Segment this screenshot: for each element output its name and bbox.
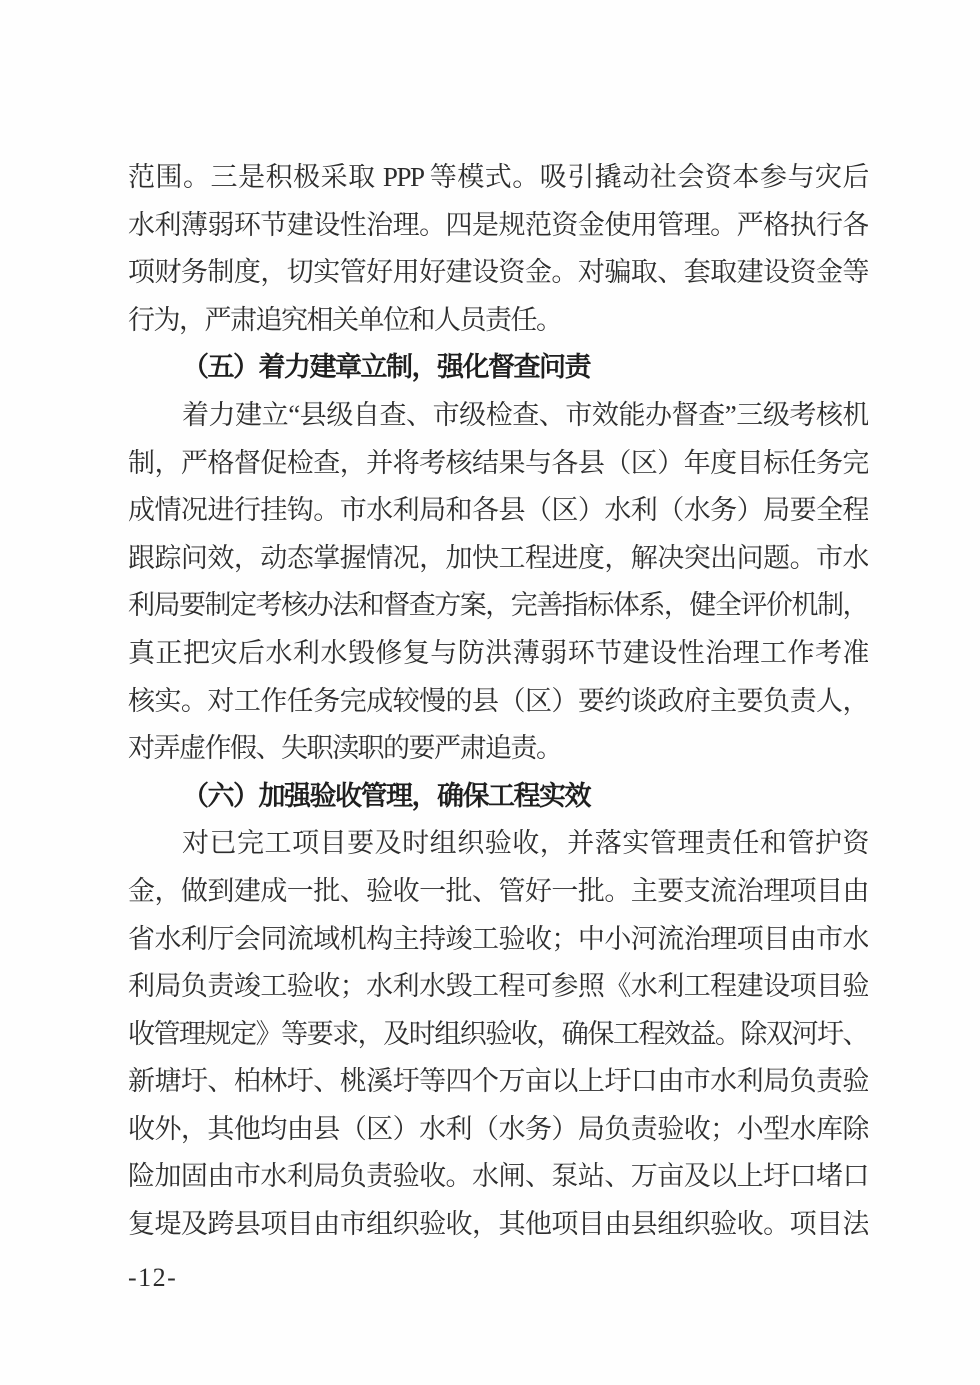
body-line: 对已完工项目要及时组织验收，并落实管理责任和管护资 [182, 828, 868, 859]
body-line: 水利薄弱环节建设性治理。四是规范资金使用管理。严格执行各 [128, 209, 868, 240]
body-line: 真正把灾后水利水毁修复与防洪薄弱环节建设性治理工作考准 [128, 637, 868, 668]
document-text-block [128, 154, 868, 1249]
body-line: 险加固由市水利局负责验收。水闸、泵站、万亩及以上圩口堵口 [128, 1161, 868, 1192]
body-line: 制，严格督促检查，并将考核结果与各县（区）年度目标任务完 [128, 447, 868, 478]
body-line: 跟踪问效，动态掌握情况，加快工程进度，解决突出问题。市水 [128, 542, 868, 573]
body-line: 范围。三是积极采取 PPP 等模式。吸引撬动社会资本参与灾后 [128, 162, 868, 192]
body-line: 收管理规定》等要求，及时组织验收，确保工程效益。除双河圩、 [128, 1018, 868, 1049]
body-line: 利局负责竣工验收；水利水毁工程可参照《水利工程建设项目验 [128, 971, 868, 1002]
section-6-heading: （六）加强验收管理，确保工程实效 [182, 780, 590, 811]
body-line: 金，做到建成一批、验收一批、管好一批。主要支流治理项目由 [128, 875, 868, 906]
body-line: 着力建立“县级自查、市级检查、市效能办督查”三级考核机 [182, 399, 868, 430]
section-5-heading: （五）着力建章立制，强化督查问责 [182, 352, 590, 383]
body-line: 项财务制度，切实管好用好建设资金。对骗取、套取建设资金等 [128, 257, 868, 288]
body-line: 复堤及跨县项目由市组织验收，其他项目由县组织验收。项目法 [128, 1209, 868, 1240]
body-line: 成情况进行挂钩。市水利局和各县（区）水利（水务）局要全程 [128, 495, 868, 526]
body-line: 对弄虚作假、失职渎职的要严肃追责。 [128, 733, 562, 764]
body-line: 利局要制定考核办法和督查方案，完善指标体系，健全评价机制， [128, 590, 868, 621]
body-line: 行为，严肃追究相关单位和人员责任。 [128, 304, 562, 335]
page-number: -12- [128, 1263, 178, 1292]
body-line: 收外，其他均由县（区）水利（水务）局负责验收；小型水库除 [128, 1113, 868, 1144]
body-line: 核实。对工作任务完成较慢的县（区）要约谈政府主要负责人， [128, 685, 868, 716]
body-line: 新塘圩、柏林圩、桃溪圩等四个万亩以上圩口由市水利局负责验 [128, 1066, 868, 1097]
body-line: 省水利厅会同流域机构主持竣工验收；中小河流治理项目由市水 [128, 923, 868, 954]
